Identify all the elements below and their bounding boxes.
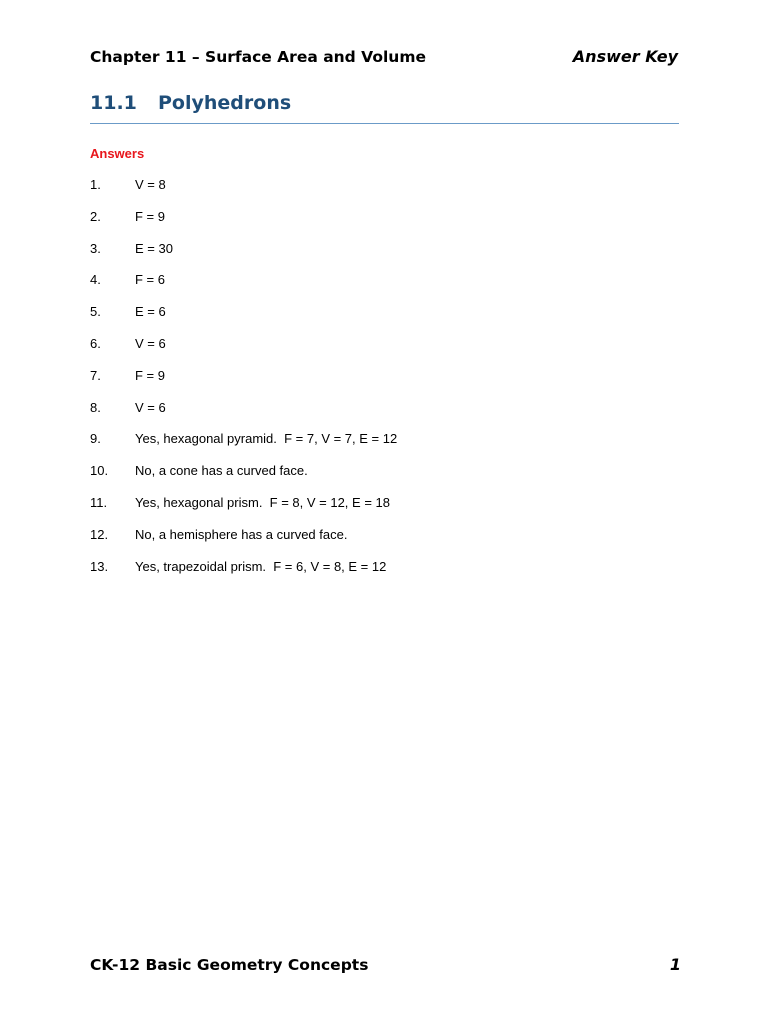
answer-number: 2. xyxy=(90,208,101,224)
answer-item xyxy=(90,430,397,462)
answer-text: Yes, trapezoidal prism. F = 6, V = 8, E = 12 xyxy=(135,558,387,574)
answer-text: E = 30 xyxy=(135,240,173,256)
answer-item xyxy=(90,494,397,526)
answer-number: 5. xyxy=(90,304,101,320)
page-header xyxy=(90,47,678,73)
page-number: 1 xyxy=(669,955,681,974)
answer-item xyxy=(90,176,397,208)
book-title: CK-12 Basic Geometry Concepts xyxy=(90,956,369,974)
answer-item xyxy=(90,526,397,558)
answer-number: 11. xyxy=(90,494,108,510)
answer-item xyxy=(90,271,397,303)
section-number: 11.1 xyxy=(90,92,137,114)
answer-number: 4. xyxy=(90,272,101,288)
doc-type-label: Answer Key xyxy=(572,47,678,66)
chapter-title: Chapter 11 – Surface Area and Volume xyxy=(90,48,426,66)
answer-item xyxy=(90,462,397,494)
answers-heading: Answers xyxy=(90,146,145,161)
section-title xyxy=(90,92,291,114)
answer-item xyxy=(90,335,397,367)
answer-text: F = 9 xyxy=(135,208,165,224)
answer-text: Yes, hexagonal pyramid. F = 7, V = 7, E = 12 xyxy=(135,431,398,447)
page-footer xyxy=(90,955,681,974)
answer-number: 6. xyxy=(90,335,101,351)
answer-text: E = 6 xyxy=(135,304,166,320)
answer-number: 1. xyxy=(90,177,101,192)
answer-text: V = 8 xyxy=(135,177,166,192)
answer-number: 12. xyxy=(90,526,109,542)
answer-number: 3. xyxy=(90,240,101,256)
answer-item xyxy=(90,399,397,431)
answer-item xyxy=(90,558,397,590)
answer-text: V = 6 xyxy=(135,399,166,415)
answer-item xyxy=(90,240,397,272)
answer-number: 9. xyxy=(90,431,101,447)
answer-number: 7. xyxy=(90,367,101,383)
answer-item xyxy=(90,367,397,399)
answer-item xyxy=(90,208,397,240)
answer-item xyxy=(90,303,397,335)
answer-text: Yes, hexagonal prism. F = 8, V = 12, E = 18 xyxy=(135,494,390,510)
answer-text: V = 6 xyxy=(135,335,166,351)
section-divider xyxy=(90,123,679,124)
answer-text: F = 9 xyxy=(135,367,165,383)
answer-number: 8. xyxy=(90,399,101,415)
answer-list xyxy=(90,176,397,589)
answer-text: F = 6 xyxy=(135,272,165,288)
answer-number: 10. xyxy=(90,463,109,479)
answer-text: No, a cone has a curved face. xyxy=(135,463,308,479)
answer-text: No, a hemisphere has a curved face. xyxy=(135,526,348,542)
section-title-text: Polyhedrons xyxy=(158,92,292,114)
answer-number: 13. xyxy=(90,558,109,574)
